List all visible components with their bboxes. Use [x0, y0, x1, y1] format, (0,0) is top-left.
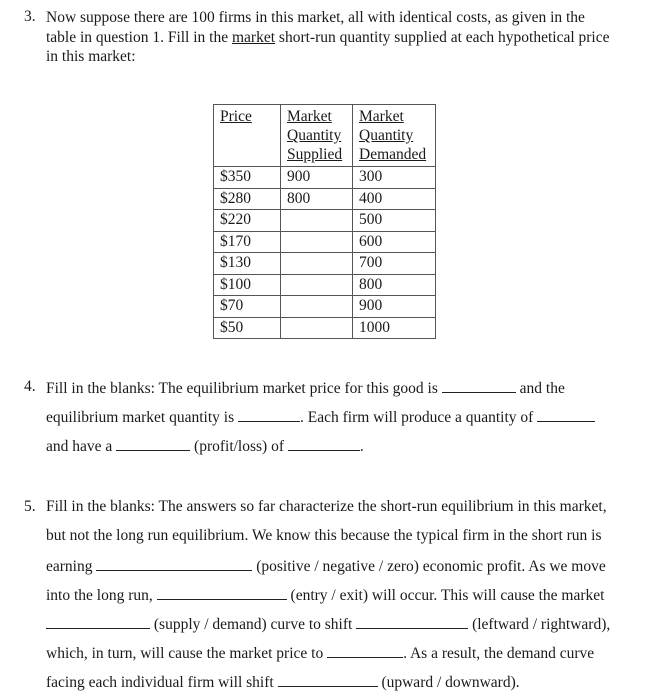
- cell-price: $50: [214, 317, 281, 339]
- table-row: [214, 167, 436, 189]
- question-5-line-6: which, in turn, will cause the market price to . As a result, the demand curve: [46, 645, 595, 662]
- cell-demanded: 300: [353, 167, 436, 189]
- question-4-line-2: equilibrium market quantity is . Each firm will produce a quantity of: [46, 407, 595, 427]
- question-3-line-2: table in question 1. Fill in the market short-run quantity supplied at each hypothetical price: [46, 28, 610, 46]
- question-4-line-3: and have a (profit/loss) of .: [46, 438, 364, 455]
- header-price: Price: [214, 105, 281, 167]
- cell-supplied[interactable]: [281, 210, 353, 232]
- question-5-line-4: into the long run, (entry / exit) will occur. This will cause the market: [46, 587, 605, 604]
- question-5-line-3: earning (positive / negative / zero) economic profit. As we move: [46, 558, 606, 575]
- market-emphasis: market: [232, 28, 276, 46]
- cell-price: $220: [214, 210, 281, 232]
- firm-demand-shift-blank[interactable]: [278, 672, 378, 687]
- equilibrium-price-blank[interactable]: [442, 378, 516, 393]
- table-row: [214, 296, 436, 318]
- market-price-change-blank[interactable]: [327, 643, 403, 658]
- cell-demanded: 600: [353, 231, 436, 253]
- question-3-line-1: Now suppose there are 100 firms in this market, all with identical costs, as given in the: [46, 9, 585, 26]
- market-table: [213, 104, 436, 339]
- table-row: [214, 253, 436, 275]
- question-4-line-1: Fill in the blanks: The equilibrium market price for this good is and the: [46, 380, 565, 397]
- cell-supplied[interactable]: [281, 231, 353, 253]
- question-4-number: 4.: [24, 378, 36, 395]
- cell-price: $130: [214, 253, 281, 275]
- question-5-line-2: but not the long run equilibrium. We know this because the typical firm in the short run is: [46, 527, 602, 544]
- cell-price: $280: [214, 188, 281, 210]
- cell-supplied[interactable]: [281, 274, 353, 296]
- cell-price: $170: [214, 231, 281, 253]
- cell-demanded: 800: [353, 274, 436, 296]
- cell-supplied[interactable]: [281, 253, 353, 275]
- question-5-line-1: Fill in the blanks: The answers so far characterize the short-run equilibrium in this market,: [46, 498, 607, 515]
- firm-quantity-blank[interactable]: [537, 407, 595, 422]
- table-header-row: [214, 105, 436, 167]
- cell-price: $100: [214, 274, 281, 296]
- shift-direction-blank[interactable]: [356, 614, 468, 629]
- cell-price: $70: [214, 296, 281, 318]
- question-3-line-3: in this market:: [46, 48, 136, 65]
- cell-supplied[interactable]: 900: [281, 167, 353, 189]
- cell-demanded: 1000: [353, 317, 436, 339]
- cell-demanded: 400: [353, 188, 436, 210]
- header-quantity-supplied: Market Quantity Supplied: [281, 105, 353, 167]
- economic-profit-blank[interactable]: [96, 556, 252, 571]
- table-row: [214, 210, 436, 232]
- table-row: [214, 317, 436, 339]
- cell-price: $350: [214, 167, 281, 189]
- table-row: [214, 188, 436, 210]
- cell-demanded: 900: [353, 296, 436, 318]
- table-row: [214, 231, 436, 253]
- table-row: [214, 274, 436, 296]
- profit-loss-blank[interactable]: [116, 436, 190, 451]
- cell-supplied[interactable]: 800: [281, 188, 353, 210]
- equilibrium-quantity-blank[interactable]: [238, 407, 300, 422]
- cell-demanded: 500: [353, 210, 436, 232]
- question-5-line-7: facing each individual firm will shift (upward / downward).: [46, 674, 520, 691]
- question-3-number: 3.: [24, 8, 36, 25]
- cell-demanded: 700: [353, 253, 436, 275]
- cell-supplied[interactable]: [281, 296, 353, 318]
- profit-amount-blank[interactable]: [288, 436, 360, 451]
- cell-supplied[interactable]: [281, 317, 353, 339]
- entry-exit-blank[interactable]: [157, 585, 287, 600]
- supply-demand-blank[interactable]: [46, 614, 150, 629]
- header-quantity-demanded: Market Quantity Demanded: [353, 105, 436, 167]
- question-5-number: 5.: [24, 498, 36, 515]
- question-5-line-5: (supply / demand) curve to shift (leftward / rightward),: [46, 614, 610, 634]
- question-3-text: [46, 8, 610, 67]
